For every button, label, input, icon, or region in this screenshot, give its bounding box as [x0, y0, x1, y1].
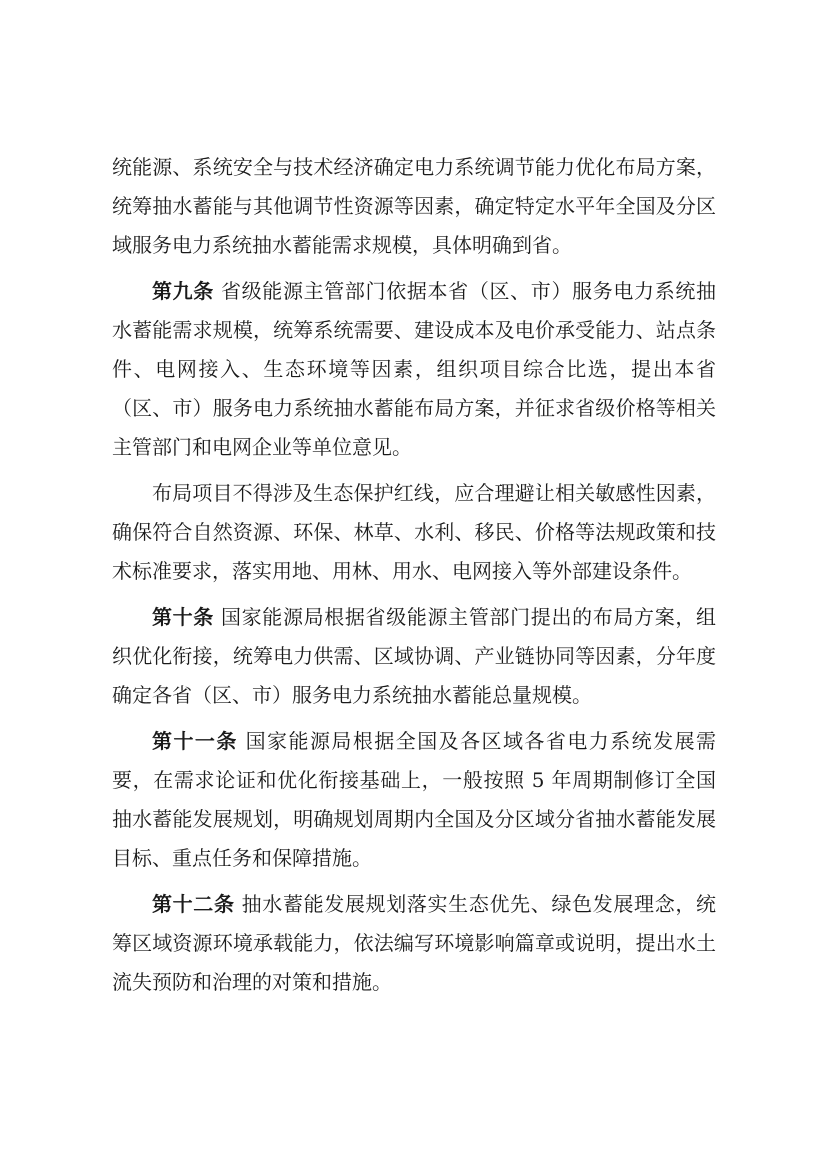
document-body — [112, 148, 716, 1009]
article-12 — [112, 885, 716, 1002]
article-9-paragraph-2 — [112, 474, 716, 591]
article-heading: 第九条 — [152, 279, 214, 303]
article-heading: 第十一条 — [152, 729, 238, 753]
paragraph-text: 布局项目不得涉及生态保护红线，应合理避让相关敏感性因素，确保符合自然资源、环保、林草、水利、移民、价格等法规政策和技术标准要求，落实用地、用林、用水、电网接入等外部建设条件。 — [112, 481, 716, 583]
article-9 — [112, 272, 716, 467]
article-10 — [112, 598, 716, 715]
paragraph-text: 省级能源主管部门依据本省（区、市）服务电力系统抽水蓄能需求规模，统筹系统需要、建设成本及电价承受能力、站点条件、电网接入、生态环境等因素，组织项目综合比选，提出本省（区、市）服务电力系统抽水蓄能布局方案，并征求省级价格等相关主管部门和电网企业等单位意见。 — [112, 279, 717, 459]
article-heading: 第十条 — [152, 605, 214, 629]
paragraph-continuation — [112, 148, 716, 265]
article-11 — [112, 722, 716, 878]
article-heading: 第十二条 — [152, 892, 235, 916]
paragraph-text: 国家能源局根据省级能源主管部门提出的布局方案，组织优化衔接，统筹电力供需、区域协调、产业链协同等因素，分年度确定各省（区、市）服务电力系统抽水蓄能总量规模。 — [112, 605, 717, 707]
paragraph-text: 国家能源局根据全国及各区域各省电力系统发展需要，在需求论证和优化衔接基础上，一般按照 5 年周期制修订全国抽水蓄能发展规划，明确规划周期内全国及分区域分省抽水蓄能发展目标、重点任务和保障措施。 — [112, 729, 717, 870]
paragraph-text: 抽水蓄能发展规划落实生态优先、绿色发展理念，统筹区域资源环境承载能力，依法编写环境影响篇章或说明，提出水土流失预防和治理的对策和措施。 — [112, 892, 717, 994]
paragraph-text: 统能源、系统安全与技术经济确定电力系统调节能力优化布局方案，统筹抽水蓄能与其他调节性资源等因素，确定特定水平年全国及分区域服务电力系统抽水蓄能需求规模，具体明确到省。 — [112, 155, 716, 257]
